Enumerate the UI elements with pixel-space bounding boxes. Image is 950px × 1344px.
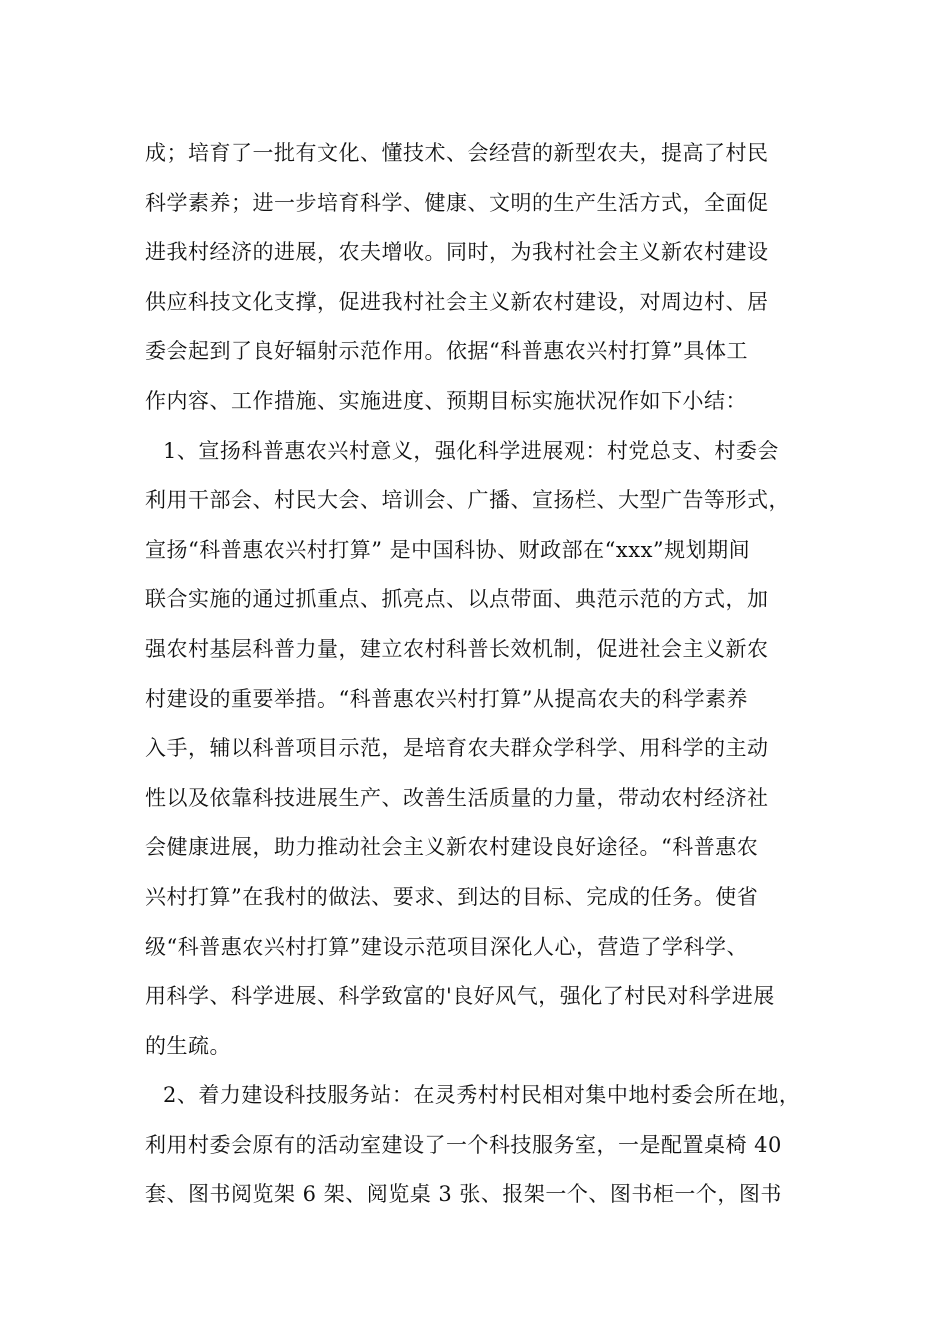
text-line: 的生疏。 xyxy=(145,1033,231,1058)
paragraph-first-line: 2、着力建设科技服务站：在灵秀村村民相对集中地村委会所在地， xyxy=(163,1083,801,1108)
text-line: 进我村经济的进展，农夫增收。同时，为我村社会主义新农村建设 xyxy=(145,240,769,265)
text-line: 入手，辅以科普项目示范，是培育农夫群众学科学、用科学的主动 xyxy=(145,736,769,761)
paragraph-first-line: 1、宣扬科普惠农兴村意义，强化科学进展观：村党总支、村委会 xyxy=(163,438,779,463)
text-line: 作内容、工作措施、实施进度、预期目标实施状况作如下小结： xyxy=(145,388,747,413)
text-line: 成；培育了一批有文化、懂技术、会经营的新型农夫，提高了村民 xyxy=(145,141,769,165)
text-line: 性以及依靠科技进展生产、改善生活质量的力量，带动农村经济社 xyxy=(145,785,769,810)
text-line: 强农村基层科普力量，建立农村科普长效机制，促进社会主义新农 xyxy=(145,636,769,661)
text-line: 会健康进展，助力推动社会主义新农村建设良好途径。“科普惠农 xyxy=(145,835,759,860)
text-line: 科学素养；进一步培育科学、健康、文明的生产生活方式，全面促 xyxy=(145,190,769,215)
text-line: 委会起到了良好辐射示范作用。依据“科普惠农兴村打算”具体工 xyxy=(145,339,748,364)
text-line: 级“科普惠农兴村打算”建设示范项目深化人心，营造了学科学、 xyxy=(145,934,748,959)
text-line: 套、图书阅览架 6 架、阅览桌 3 张、报架一个、图书柜一个，图书 xyxy=(145,1182,782,1207)
text-line: 联合实施的通过抓重点、抓亮点、以点带面、典范示范的方式，加 xyxy=(145,587,769,612)
text-line: 宣扬“科普惠农兴村打算” 是中国科协、财政部在“xxx”规划期间 xyxy=(145,537,751,562)
text-line: 兴村打算”在我村的做法、要求、到达的目标、完成的任务。使省 xyxy=(145,884,759,909)
text-line: 供应科技文化支撑，促进我村社会主义新农村建设，对周边村、居 xyxy=(145,289,769,314)
text-line: 村建设的重要举措。“科普惠农兴村打算”从提高农夫的科学素养 xyxy=(145,686,748,711)
text-line: 利用村委会原有的活动室建设了一个科技服务室，一是配置桌椅 40 xyxy=(145,1132,782,1157)
document-body xyxy=(145,129,815,1220)
text-line: 用科学、科学进展、科学致富的'良好风气，强化了村民对科学进展 xyxy=(145,984,775,1009)
text-line: 利用干部会、村民大会、培训会、广播、宣扬栏、大型广告等形式， xyxy=(145,488,790,513)
